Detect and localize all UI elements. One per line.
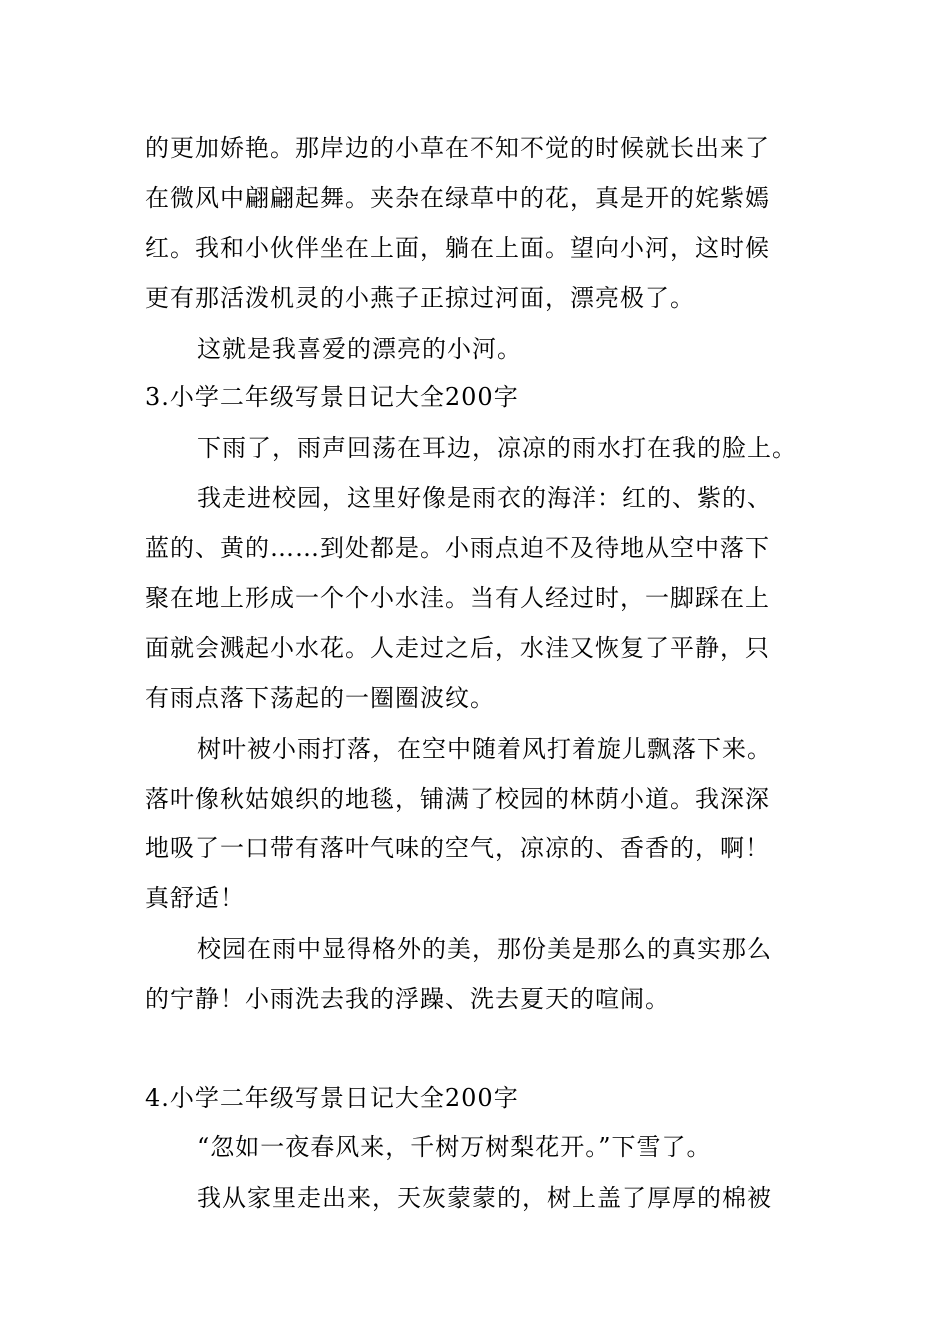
paragraph-line: 真舒适！ — [145, 884, 245, 912]
paragraph-line: 聚在地上形成一个个小水洼。当有人经过时，一脚踩在上 — [145, 584, 770, 612]
paragraph-line: 我走进校园，这里好像是雨衣的海洋：红的、紫的、 — [197, 484, 772, 512]
paragraph-line: 的更加娇艳。那岸边的小草在不知不觉的时候就长出来了 — [145, 134, 770, 162]
paragraph-line: 红。我和小伙伴坐在上面，躺在上面。望向小河，这时候 — [145, 234, 770, 262]
paragraph-line: 面就会溅起小水花。人走过之后，水洼又恢复了平静，只 — [145, 634, 770, 662]
paragraph-line: 落叶像秋姑娘织的地毯，铺满了校园的林荫小道。我深深 — [145, 785, 770, 813]
paragraph-line: 有雨点落下荡起的一圈圈波纹。 — [145, 684, 495, 712]
paragraph-line: 的宁静！小雨洗去我的浮躁、洗去夏天的喧闹。 — [145, 985, 670, 1013]
paragraph-line: 下雨了，雨声回荡在耳边，凉凉的雨水打在我的脸上。 — [197, 434, 797, 462]
paragraph-line: 在微风中翩翩起舞。夹杂在绿草中的花，真是开的姹紫嫣 — [145, 184, 770, 212]
paragraph-line: 我从家里走出来，天灰蒙蒙的，树上盖了厚厚的棉被 — [197, 1184, 772, 1212]
paragraph-line: 校园在雨中显得格外的美，那份美是那么的真实那么 — [197, 935, 772, 963]
paragraph-line: 树叶被小雨打落，在空中随着风打着旋儿飘落下来。 — [197, 735, 772, 763]
paragraph-line: “忽如一夜春风来，千树万树梨花开。”下雪了。 — [197, 1133, 712, 1161]
paragraph-line: 这就是我喜爱的漂亮的小河。 — [197, 335, 522, 363]
paragraph-line: 蓝的、黄的……到处都是。小雨点迫不及待地从空中落下 — [145, 534, 770, 562]
paragraph-line: 更有那活泼机灵的小燕子正掠过河面，漂亮极了。 — [145, 284, 695, 312]
section-heading: 3.小学二年级写景日记大全200字 — [145, 383, 519, 411]
section-heading: 4.小学二年级写景日记大全200字 — [145, 1084, 519, 1112]
paragraph-line: 地吸了一口带有落叶气味的空气，凉凉的、香香的，啊！ — [145, 834, 770, 862]
